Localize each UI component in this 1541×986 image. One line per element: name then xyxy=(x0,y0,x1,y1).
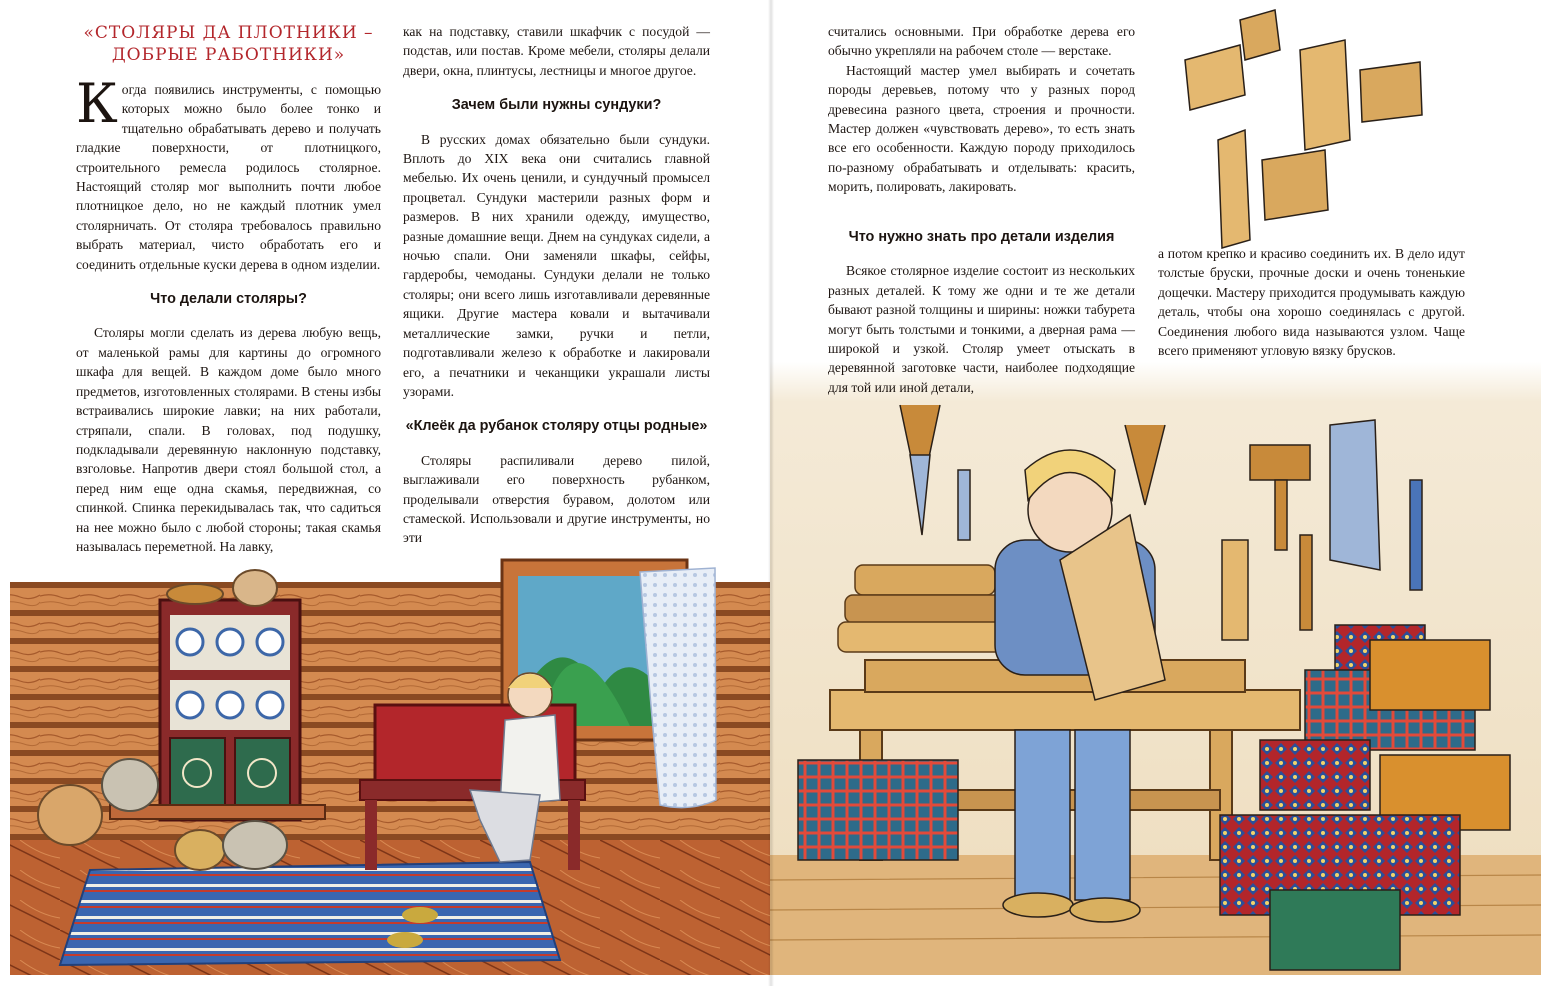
chapter-title xyxy=(76,22,381,66)
heading-glue-and-plane: «Клеёк да рубанок столяру отцы родные» xyxy=(405,418,708,435)
heading-what-carpenters-did: Что делали столяры? xyxy=(150,291,307,308)
paragraph-glue-and-plane: Столяры распиливали дерево пилой, выглаживали его поверхность рубанком, проделывали отверстия буравом, долотом или стамеской. Использовали и другие инструменты, но эти xyxy=(403,452,710,546)
chapter-title-line-1: «СТОЛЯРЫ ДА ПЛОТНИКИ – xyxy=(83,23,374,43)
heading-why-chests: Зачем были нужны сундуки? xyxy=(451,97,662,114)
right-page xyxy=(770,0,1541,986)
right-column-1 xyxy=(828,22,1135,197)
clay-pot xyxy=(38,785,102,845)
left-column-1 xyxy=(76,22,381,556)
right-column-2 xyxy=(828,212,1135,397)
heading-product-details: Что нужно знать про детали изделия xyxy=(848,229,1115,245)
book-gutter xyxy=(768,0,774,986)
right-column-3 xyxy=(1158,244,1465,360)
paragraph-details-continuation: а потом крепко и красиво соединить их. В дело идут толстые бруски, прочные доски и очень тоненькие дощечки. Мастеру приходится продумывать каждую деталь, чтобы она хорошо соединялась с другой. Соединения любого вида называются узлом. Чаще всего применяют угловую вязку брусков. xyxy=(1158,246,1465,359)
paragraph-chests: В русских домах обязательно были сундуки. Вплоть до XIX века они считались главной мебелью. Их очень ценили, и сундучный промысел процветал. Сундуки мастерили разных форм и размеров. В них хранили одежду, имущество, разные домашние вещи. Днем на сундуках сидели, а ночью спали. Они заменяли шкафы, сейфы, гардеробы, чемоданы. Сундуки делали не только столяры; они всего лишь изготавливали деревянные ящики. Другие мастера ковали и вытачивали металлические замки, ручки и петли, подготавливали железо к обработке и лакировали его, а печатники и чеканщики украшали листы узорами. xyxy=(403,131,710,399)
paragraph-what-carpenters-did: Столяры могли сделать из дерева любую вещь, от маленькой рамы для картины до огромного шкафа для вещей. В каждом доме было много предметов, изготовленных столярами. В стены избы встраивались широкие лавки; на них работали, стряпали, спали. В головах, под подушку, подкладывали деревянную наклонную подставку, взголовье. Напротив двери стоял большой стол, а перед ним еще одна скамья, передвижная, со спинкой. Спинка перекидывалась так, что садиться на нее можно было с любой стороны; такая скамья называлась переметной. На лавку, xyxy=(76,325,381,554)
striped-rug xyxy=(60,862,560,965)
intro-paragraph: Когда появились инструменты, с помощью которых можно было более тонко и тщательно обрабатывать дерево и получать гладкие поверхности, от плотницкого, строительного ремесла родилось столярное. Настоящий столяр мог выполнить почти любое плотницкое дело, но не каждый плотник умел столярничать. От столяра требовалось правильно выбрать материал, чисто обработать его и соединить отдельные куски дерева в одном изделии. xyxy=(76,72,381,272)
paragraph-product-details: Всякое столярное изделие состоит из нескольких разных деталей. К тому же одни и те же детали бывают разной толщины и ширины: ножки табурета могут быть толстыми и тонкими, а дверная рама — широкой и узкой. Столяр умеет отыскать в деревянной заготовке части, наиболее подходящие для той или иной детали, xyxy=(828,263,1135,395)
paragraph-continuation: как на подставку, ставили шкафчик с посудой — подстав, или постав. Кроме мебели, столяры делали двери, окна, плинтусы, лестницы и многое другое. xyxy=(403,24,710,78)
drop-cap: К xyxy=(76,72,118,135)
left-column-2 xyxy=(403,22,710,548)
paragraph-master: Настоящий мастер умел выбирать и сочетать породы деревьев, потому что у разных пород древесина разного цвета, строения и прочности. Мастер должен «чувствовать дерево», то есть знать все его особенности. Каждую породу приходилось по-разному обрабатывать и отделывать: красить, морить, полировать, лакировать. xyxy=(828,62,1135,195)
left-page xyxy=(0,0,770,986)
paragraph-right-top: считались основными. При обработке дерева его обычно укрепляли на рабочем столе — верстаке. xyxy=(828,24,1135,59)
wood-joints-illustration xyxy=(1185,10,1422,248)
chapter-title-line-2: ДОБРЫЕ РАБОТНИКИ» xyxy=(111,45,346,65)
